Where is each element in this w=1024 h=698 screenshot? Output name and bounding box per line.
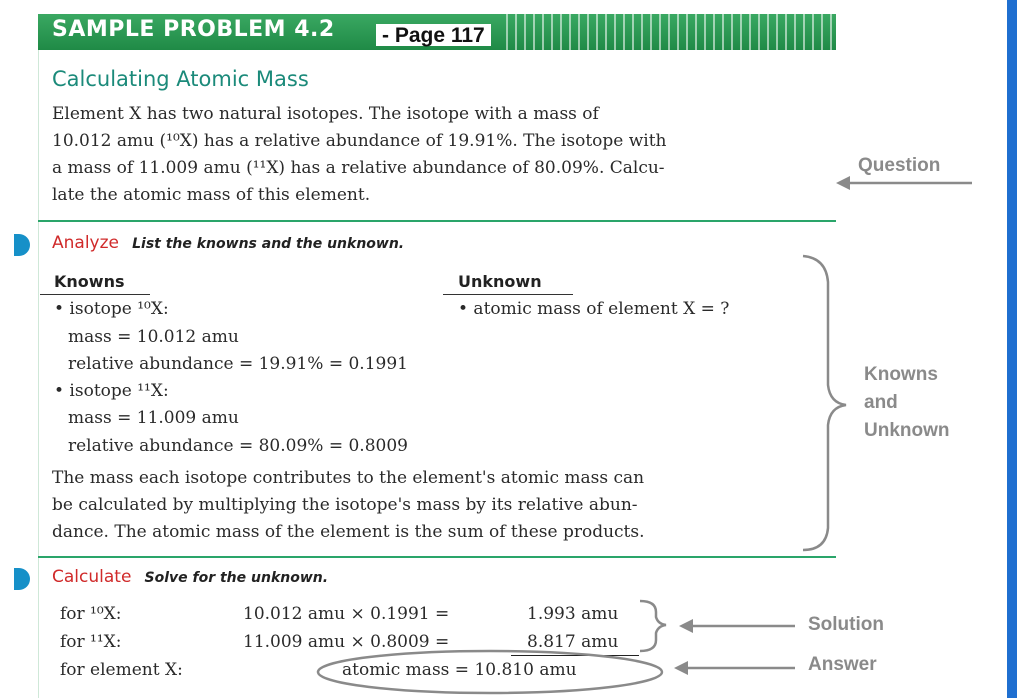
sample-problem-title: SAMPLE PROBLEM 4.2 [52, 17, 335, 42]
calc-row-result: 1.993 amu [527, 604, 619, 624]
calculate-label: Calculate [52, 567, 132, 587]
calc-row-expression: 11.009 amu × 0.8009 = [243, 632, 450, 652]
calc-row-expression: 10.012 amu × 0.1991 = [243, 604, 450, 624]
explanation-line: be calculated by multiplying the isotope's mass by its relative abun- [52, 495, 638, 515]
callout-line: Knowns [864, 364, 938, 385]
question-line: late the atomic mass of this element. [52, 185, 371, 205]
question-arrowhead [836, 176, 850, 190]
question-line: Element X has two natural isotopes. The isotope with a mass of [52, 104, 599, 124]
known-abundance-10: relative abundance = 19.91% = 0.1991 [68, 354, 408, 374]
known-mass-11: mass = 11.009 amu [68, 408, 239, 428]
calc-row-label: for ¹⁰X: [60, 604, 122, 624]
problem-subtitle: Calculating Atomic Mass [52, 67, 309, 91]
solution-arrowhead [679, 619, 693, 633]
known-isotope-10: • isotope ¹⁰X: [54, 299, 169, 319]
callout-knowns-unknown [864, 361, 950, 445]
analyze-label: Analyze [52, 233, 119, 253]
callout-solution: Solution [808, 614, 884, 635]
knowns-heading: Knowns [54, 272, 125, 291]
answer-arrowhead [674, 661, 688, 675]
final-label: for element X: [60, 660, 183, 680]
answer-ellipse [318, 651, 662, 693]
known-mass-10: mass = 10.012 amu [68, 327, 239, 347]
callout-question: Question [858, 155, 941, 176]
callout-line: and [864, 392, 898, 413]
unknown-item: • atomic mass of element X = ? [458, 299, 730, 319]
question-line: 10.012 amu (¹⁰X) has a relative abundance of 19.91%. The isotope with [52, 131, 667, 151]
callout-answer: Answer [808, 654, 877, 675]
explanation-line: The mass each isotope contributes to the element's atomic mass can [52, 468, 645, 488]
known-abundance-11: relative abundance = 80.09% = 0.8009 [68, 436, 408, 456]
calc-row-result: 8.817 amu [527, 632, 619, 652]
callout-line: Unknown [864, 420, 950, 441]
right-edge-bar [1007, 0, 1017, 698]
calc-row-label: for ¹¹X: [60, 632, 122, 652]
final-answer: atomic mass = 10.810 amu [342, 660, 577, 680]
known-isotope-11: • isotope ¹¹X: [54, 381, 169, 401]
knowns-brace [803, 256, 846, 550]
page-reference: - Page 117 [376, 24, 491, 46]
explanation-line: dance. The atomic mass of the element is the sum of these products. [52, 522, 645, 542]
analyze-description: List the knowns and the unknown. [132, 236, 405, 252]
calculate-description: Solve for the unknown. [144, 570, 329, 586]
solution-brace [640, 601, 666, 651]
unknown-heading: Unknown [458, 272, 542, 291]
question-line: a mass of 11.009 amu (¹¹X) has a relative abundance of 80.09%. Calcu- [52, 158, 665, 178]
